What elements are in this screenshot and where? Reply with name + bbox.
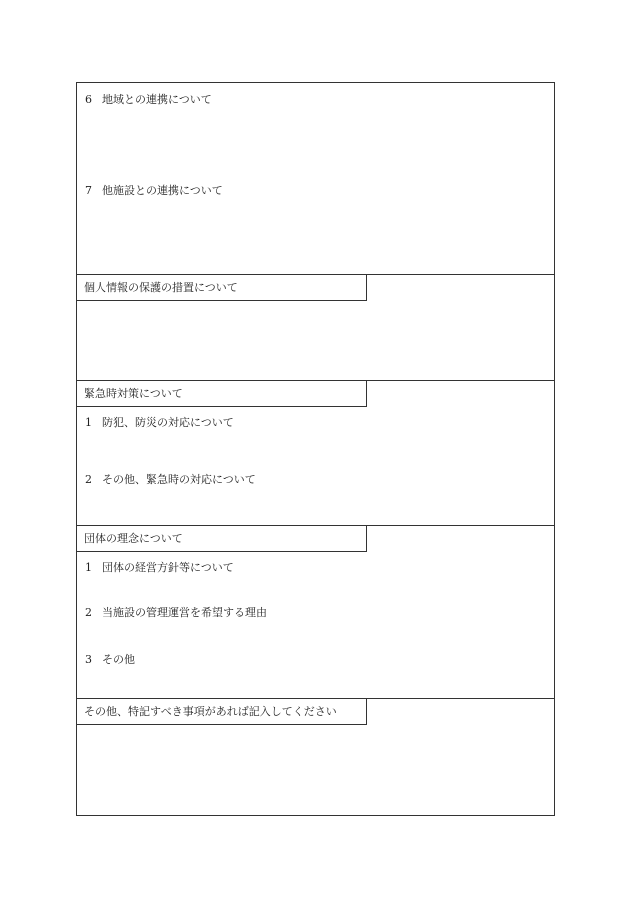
item-number: 2 — [85, 473, 92, 486]
philosophy-section — [77, 525, 554, 698]
item-number: 3 — [85, 653, 92, 666]
section-heading: 緊急時対策について — [84, 387, 183, 400]
item-number: 6 — [85, 93, 92, 106]
item-number: 1 — [85, 416, 92, 429]
item-label: 地域との連携について — [102, 93, 212, 106]
other-heading-box — [77, 698, 367, 725]
philosophy-heading-box — [77, 525, 367, 552]
item-number: 7 — [85, 184, 92, 197]
item-6 — [85, 93, 212, 106]
item-number: 2 — [85, 606, 92, 619]
philosophy-item-2 — [85, 606, 267, 619]
item-7 — [85, 184, 223, 197]
emergency-item-2 — [85, 473, 256, 486]
emergency-section — [77, 380, 554, 525]
philosophy-item-3 — [85, 653, 135, 666]
section-heading: 個人情報の保護の措置について — [84, 281, 238, 294]
item-label: その他 — [102, 653, 135, 666]
item-label: 他施設との連携について — [102, 184, 223, 197]
philosophy-item-1 — [85, 561, 234, 574]
privacy-heading-box — [77, 274, 367, 301]
section-heading: 団体の理念について — [84, 532, 183, 545]
emergency-item-1 — [85, 416, 234, 429]
item-label: 団体の経営方針等について — [102, 561, 234, 574]
item-label: その他、緊急時の対応について — [102, 473, 256, 486]
section-heading: その他、特記すべき事項があれば記入してください — [84, 705, 337, 718]
other-section — [77, 698, 554, 816]
emergency-heading-box — [77, 380, 367, 407]
item-number: 1 — [85, 561, 92, 574]
application-form — [76, 82, 555, 816]
item-label: 防犯、防災の対応について — [102, 416, 234, 429]
item-label: 当施設の管理運営を希望する理由 — [102, 606, 267, 619]
privacy-section — [77, 274, 554, 380]
